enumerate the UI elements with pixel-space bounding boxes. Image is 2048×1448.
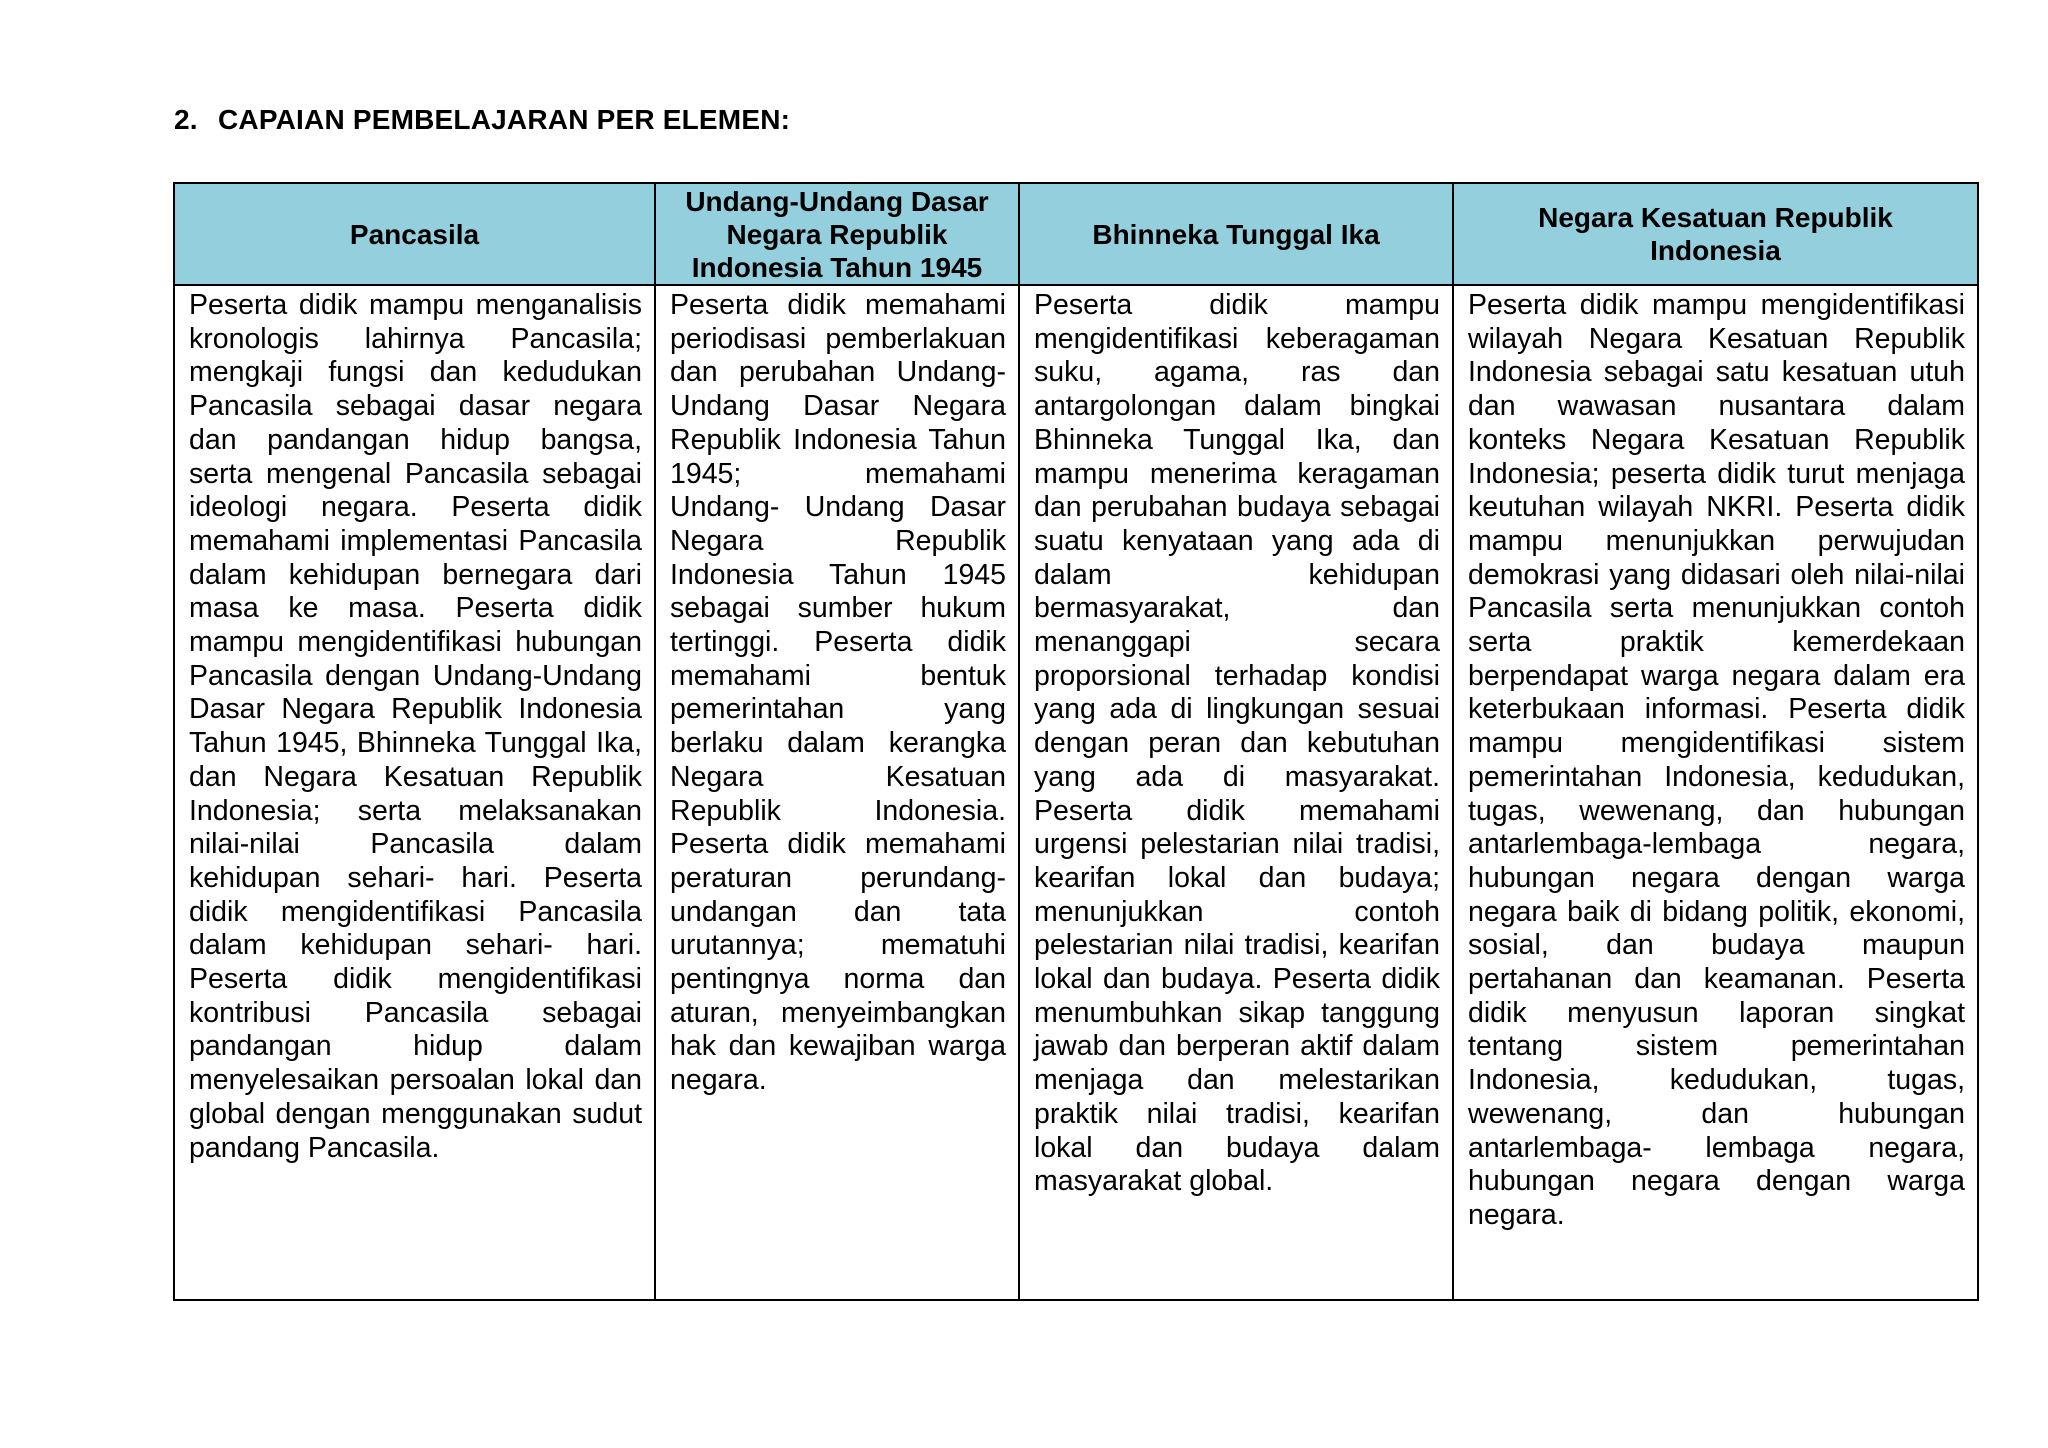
header-nkri: Negara Kesatuan Republik Indonesia xyxy=(1453,183,1978,285)
learning-outcomes-table xyxy=(173,182,1979,1301)
section-number: 2. xyxy=(174,104,198,135)
cell-nkri: Peserta didik mampu mengidentifikasi wilayah Negara Kesatuan Republik Indonesia sebagai satu kesatuan utuh dan wawasan nusantara dalam konteks Negara Kesatuan Republik Indonesia; peserta didik turut menjaga keutuhan wilayah NKRI. Peserta didik mampu menunjukkan perwujudan demokrasi yang didasari oleh nilai-nilai Pancasila serta menunjukkan contoh serta praktik kemerdekaan berpendapat warga negara dalam era keterbukaan informasi. Peserta didik mampu mengidentifikasi sistem pemerintahan Indonesia, kedudukan, tugas, wewenang, dan hubungan antarlembaga-lembaga negara, hubungan negara dengan warga negara baik di bidang politik, ekonomi, sosial, dan budaya maupun pertahanan dan keamanan. Peserta didik menyusun laporan singkat tentang sistem pemerintahan Indonesia, kedudukan, tugas, wewenang, dan hubungan antarlembaga- lembaga negara, hubungan negara dengan warga negara. xyxy=(1453,285,1978,1300)
section-title: CAPAIAN PEMBELAJARAN PER ELEMEN: xyxy=(218,104,791,135)
header-bhinneka-tunggal-ika: Bhinneka Tunggal Ika xyxy=(1019,183,1453,285)
header-pancasila: Pancasila xyxy=(174,183,655,285)
cell-uud-1945: Peserta didik memahami periodisasi pemberlakuan dan perubahan Undang-Undang Dasar Negara Republik Indonesia Tahun 1945; memahami Undang- Undang Dasar Negara Republik Indonesia Tahun 1945 sebagai sumber hukum tertinggi. Peserta didik memahami bentuk pemerintahan yang berlaku dalam kerangka Negara Kesatuan Republik Indonesia. Peserta didik memahami peraturan perundang-undangan dan tata urutannya; mematuhi pentingnya norma dan aturan, menyeimbangkan hak dan kewajiban warga negara. xyxy=(655,285,1019,1300)
section-heading xyxy=(174,104,790,136)
cell-pancasila: Peserta didik mampu menganalisis kronologis lahirnya Pancasila; mengkaji fungsi dan kedudukan Pancasila sebagai dasar negara dan pandangan hidup bangsa, serta mengenal Pancasila sebagai ideologi negara. Peserta didik memahami implementasi Pancasila dalam kehidupan bernegara dari masa ke masa. Peserta didik mampu mengidentifikasi hubungan Pancasila dengan Undang-Undang Dasar Negara Republik Indonesia Tahun 1945, Bhinneka Tunggal Ika, dan Negara Kesatuan Republik Indonesia; serta melaksanakan nilai-nilai Pancasila dalam kehidupan sehari- hari. Peserta didik mengidentifikasi Pancasila dalam kehidupan sehari- hari. Peserta didik mengidentifikasi kontribusi Pancasila sebagai pandangan hidup dalam menyelesaikan persoalan lokal dan global dengan menggunakan sudut pandang Pancasila. xyxy=(174,285,655,1300)
header-uud-1945: Undang-Undang Dasar Negara Republik Indonesia Tahun 1945 xyxy=(655,183,1019,285)
cell-bhinneka-tunggal-ika: Peserta didik mampu mengidentifikasi keberagaman suku, agama, ras dan antargolongan dalam bingkai Bhinneka Tunggal Ika, dan mampu menerima keragaman dan perubahan budaya sebagai suatu kenyataan yang ada di dalam kehidupan bermasyarakat, dan menanggapi secara proporsional terhadap kondisi yang ada di lingkungan sesuai dengan peran dan kebutuhan yang ada di masyarakat. Peserta didik memahami urgensi pelestarian nilai tradisi, kearifan lokal dan budaya; menunjukkan contoh pelestarian nilai tradisi, kearifan lokal dan budaya. Peserta didik menumbuhkan sikap tanggung jawab dan berperan aktif dalam menjaga dan melestarikan praktik nilai tradisi, kearifan lokal dan budaya dalam masyarakat global. xyxy=(1019,285,1453,1300)
table-row xyxy=(174,285,1978,1300)
table-header-row xyxy=(174,183,1978,285)
